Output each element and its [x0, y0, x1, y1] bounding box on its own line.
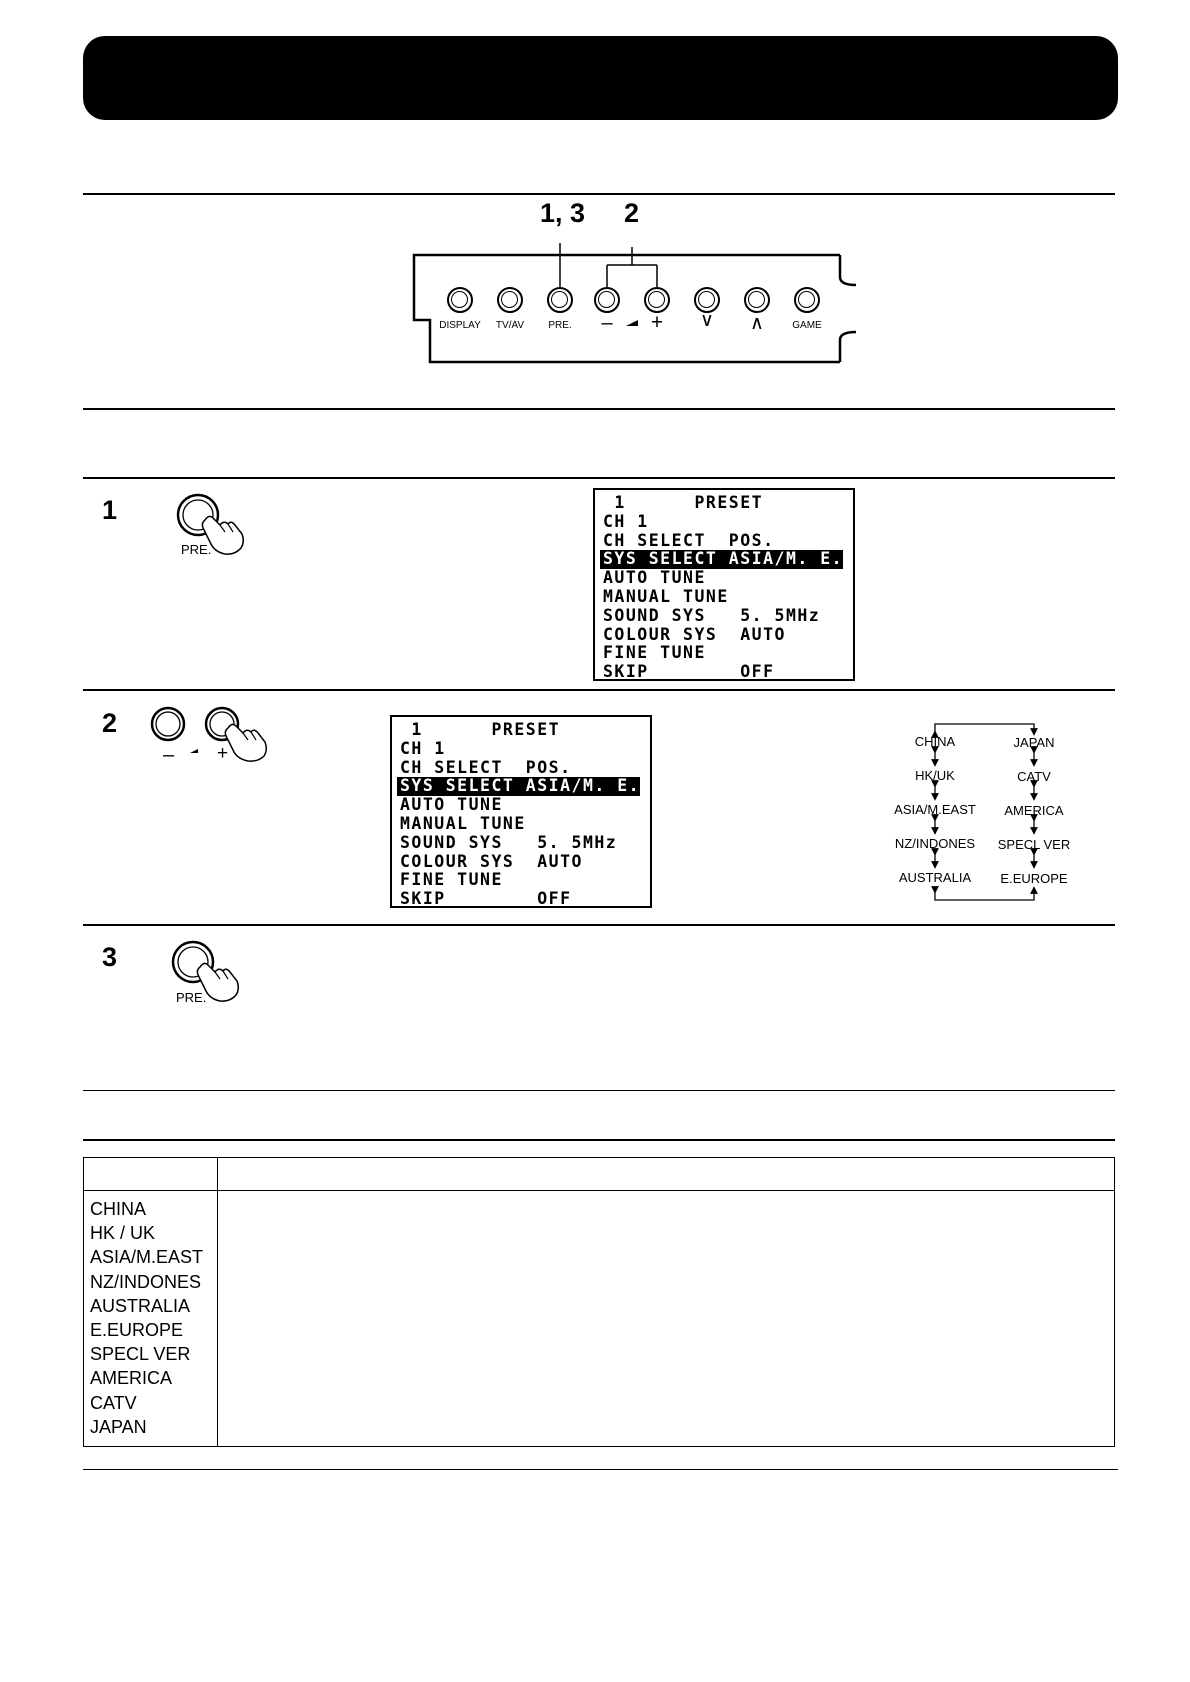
cycle-system-left: ASIA/M.EAST: [894, 802, 976, 817]
system-list-item: NZ/INDONES: [90, 1271, 202, 1292]
display-button[interactable]: [447, 287, 473, 313]
system-list-item: AUSTRALIA: [90, 1295, 191, 1316]
tv-av-button[interactable]: [497, 287, 523, 313]
cycle-system-left: AUSTRALIA: [898, 870, 972, 885]
osd-line: CH 1: [603, 511, 649, 531]
osd-line: AUTO TUNE: [400, 795, 503, 815]
osd-preset-menu-2: [390, 715, 652, 908]
osd-preset-menu-1: [593, 488, 855, 681]
cycle-system-right: SPECL VER: [997, 837, 1071, 852]
tv-av-label: TV/AV: [495, 320, 525, 331]
osd-line: SOUND SYS 5. 5MHz: [603, 605, 821, 625]
system-list-item: CHINA: [90, 1199, 147, 1219]
osd-line: SKIP OFF: [400, 889, 572, 908]
game-label: GAME: [792, 320, 822, 331]
table-header-cell: [84, 1158, 218, 1191]
step-3-number: 3: [102, 942, 118, 972]
system-list-item: HK / UK: [90, 1223, 156, 1244]
volume-down-button[interactable]: [594, 287, 620, 313]
osd-highlighted-line: SYS SELECT ASIA/M. E.: [397, 777, 640, 796]
section-rule: [83, 689, 1115, 691]
cycle-system-right: AMERICA: [1004, 803, 1064, 818]
osd-line: FINE TUNE: [603, 643, 706, 663]
table-row: [84, 1191, 1115, 1447]
volume-plus-label: +: [650, 311, 664, 334]
volume-up-button[interactable]: [644, 287, 670, 313]
table-header-cell: [218, 1158, 1115, 1191]
section-rule: [83, 477, 1115, 479]
step-2-minus-label: –: [163, 744, 175, 766]
preset-button[interactable]: [547, 287, 573, 313]
system-list-item: AMERICA: [90, 1368, 173, 1389]
step-2-plus-label: +: [217, 743, 229, 764]
cycle-system-left: NZ/INDONES: [894, 836, 976, 851]
system-table: [83, 1157, 1115, 1447]
step-1-button-label: PRE.: [181, 542, 212, 557]
callout-volume-step: 2: [624, 198, 640, 228]
system-list-item: E.EUROPE: [90, 1320, 184, 1341]
channel-down-label: ∨: [700, 310, 714, 331]
callout-pre-step: 1, 3: [540, 198, 586, 228]
system-description-cell: [218, 1191, 1115, 1447]
system-list-item: CATV: [90, 1392, 137, 1413]
osd-line: MANUAL TUNE: [400, 813, 526, 833]
step-1-number: 1: [102, 495, 118, 525]
cycle-system-right: CATV: [1017, 769, 1051, 784]
osd-line: AUTO TUNE: [603, 568, 706, 588]
system-list-item: JAPAN: [90, 1416, 147, 1437]
osd-line: COLOUR SYS AUTO: [400, 851, 583, 871]
step-2-number: 2: [102, 708, 118, 738]
osd-line: CH 1: [400, 738, 446, 758]
osd-line: SOUND SYS 5. 5MHz: [400, 832, 618, 852]
system-list-item: ASIA/M.EAST: [90, 1247, 204, 1268]
cycle-system-right: JAPAN: [1013, 735, 1055, 750]
section-rule: [83, 1090, 1115, 1091]
preset-label: PRE.: [548, 320, 572, 331]
osd-line: CH SELECT POS.: [400, 757, 572, 777]
cycle-system-left: CHINA: [914, 734, 956, 749]
section-rule: [83, 924, 1115, 926]
osd-line: COLOUR SYS AUTO: [603, 624, 786, 644]
osd-line: FINE TUNE: [400, 870, 503, 890]
osd-line: SKIP OFF: [603, 662, 775, 681]
volume-minus-label: –: [601, 312, 613, 334]
system-list-item: SPECL VER: [90, 1344, 191, 1365]
system-list-cell: [84, 1191, 218, 1447]
cycle-system-left: HK/UK: [915, 768, 955, 783]
channel-up-label: ∧: [750, 313, 764, 334]
step-3-button-label: PRE.: [176, 990, 207, 1005]
osd-line: 1 PRESET: [603, 493, 764, 512]
section-rule: [83, 193, 1115, 195]
osd-line: CH SELECT POS.: [603, 530, 775, 550]
channel-up-button[interactable]: [744, 287, 770, 313]
title-bar: [83, 36, 1118, 120]
cycle-system-right: E.EUROPE: [1000, 871, 1068, 886]
osd-highlighted-line: SYS SELECT ASIA/M. E.: [600, 550, 843, 569]
osd-line: MANUAL TUNE: [603, 586, 729, 606]
game-button[interactable]: [794, 287, 820, 313]
osd-line: 1 PRESET: [400, 720, 561, 739]
section-rule: [83, 408, 1115, 410]
display-label: DISPLAY: [439, 320, 481, 331]
table-header-row: [84, 1158, 1115, 1191]
section-rule: [83, 1469, 1118, 1470]
section-rule: [83, 1139, 1115, 1141]
